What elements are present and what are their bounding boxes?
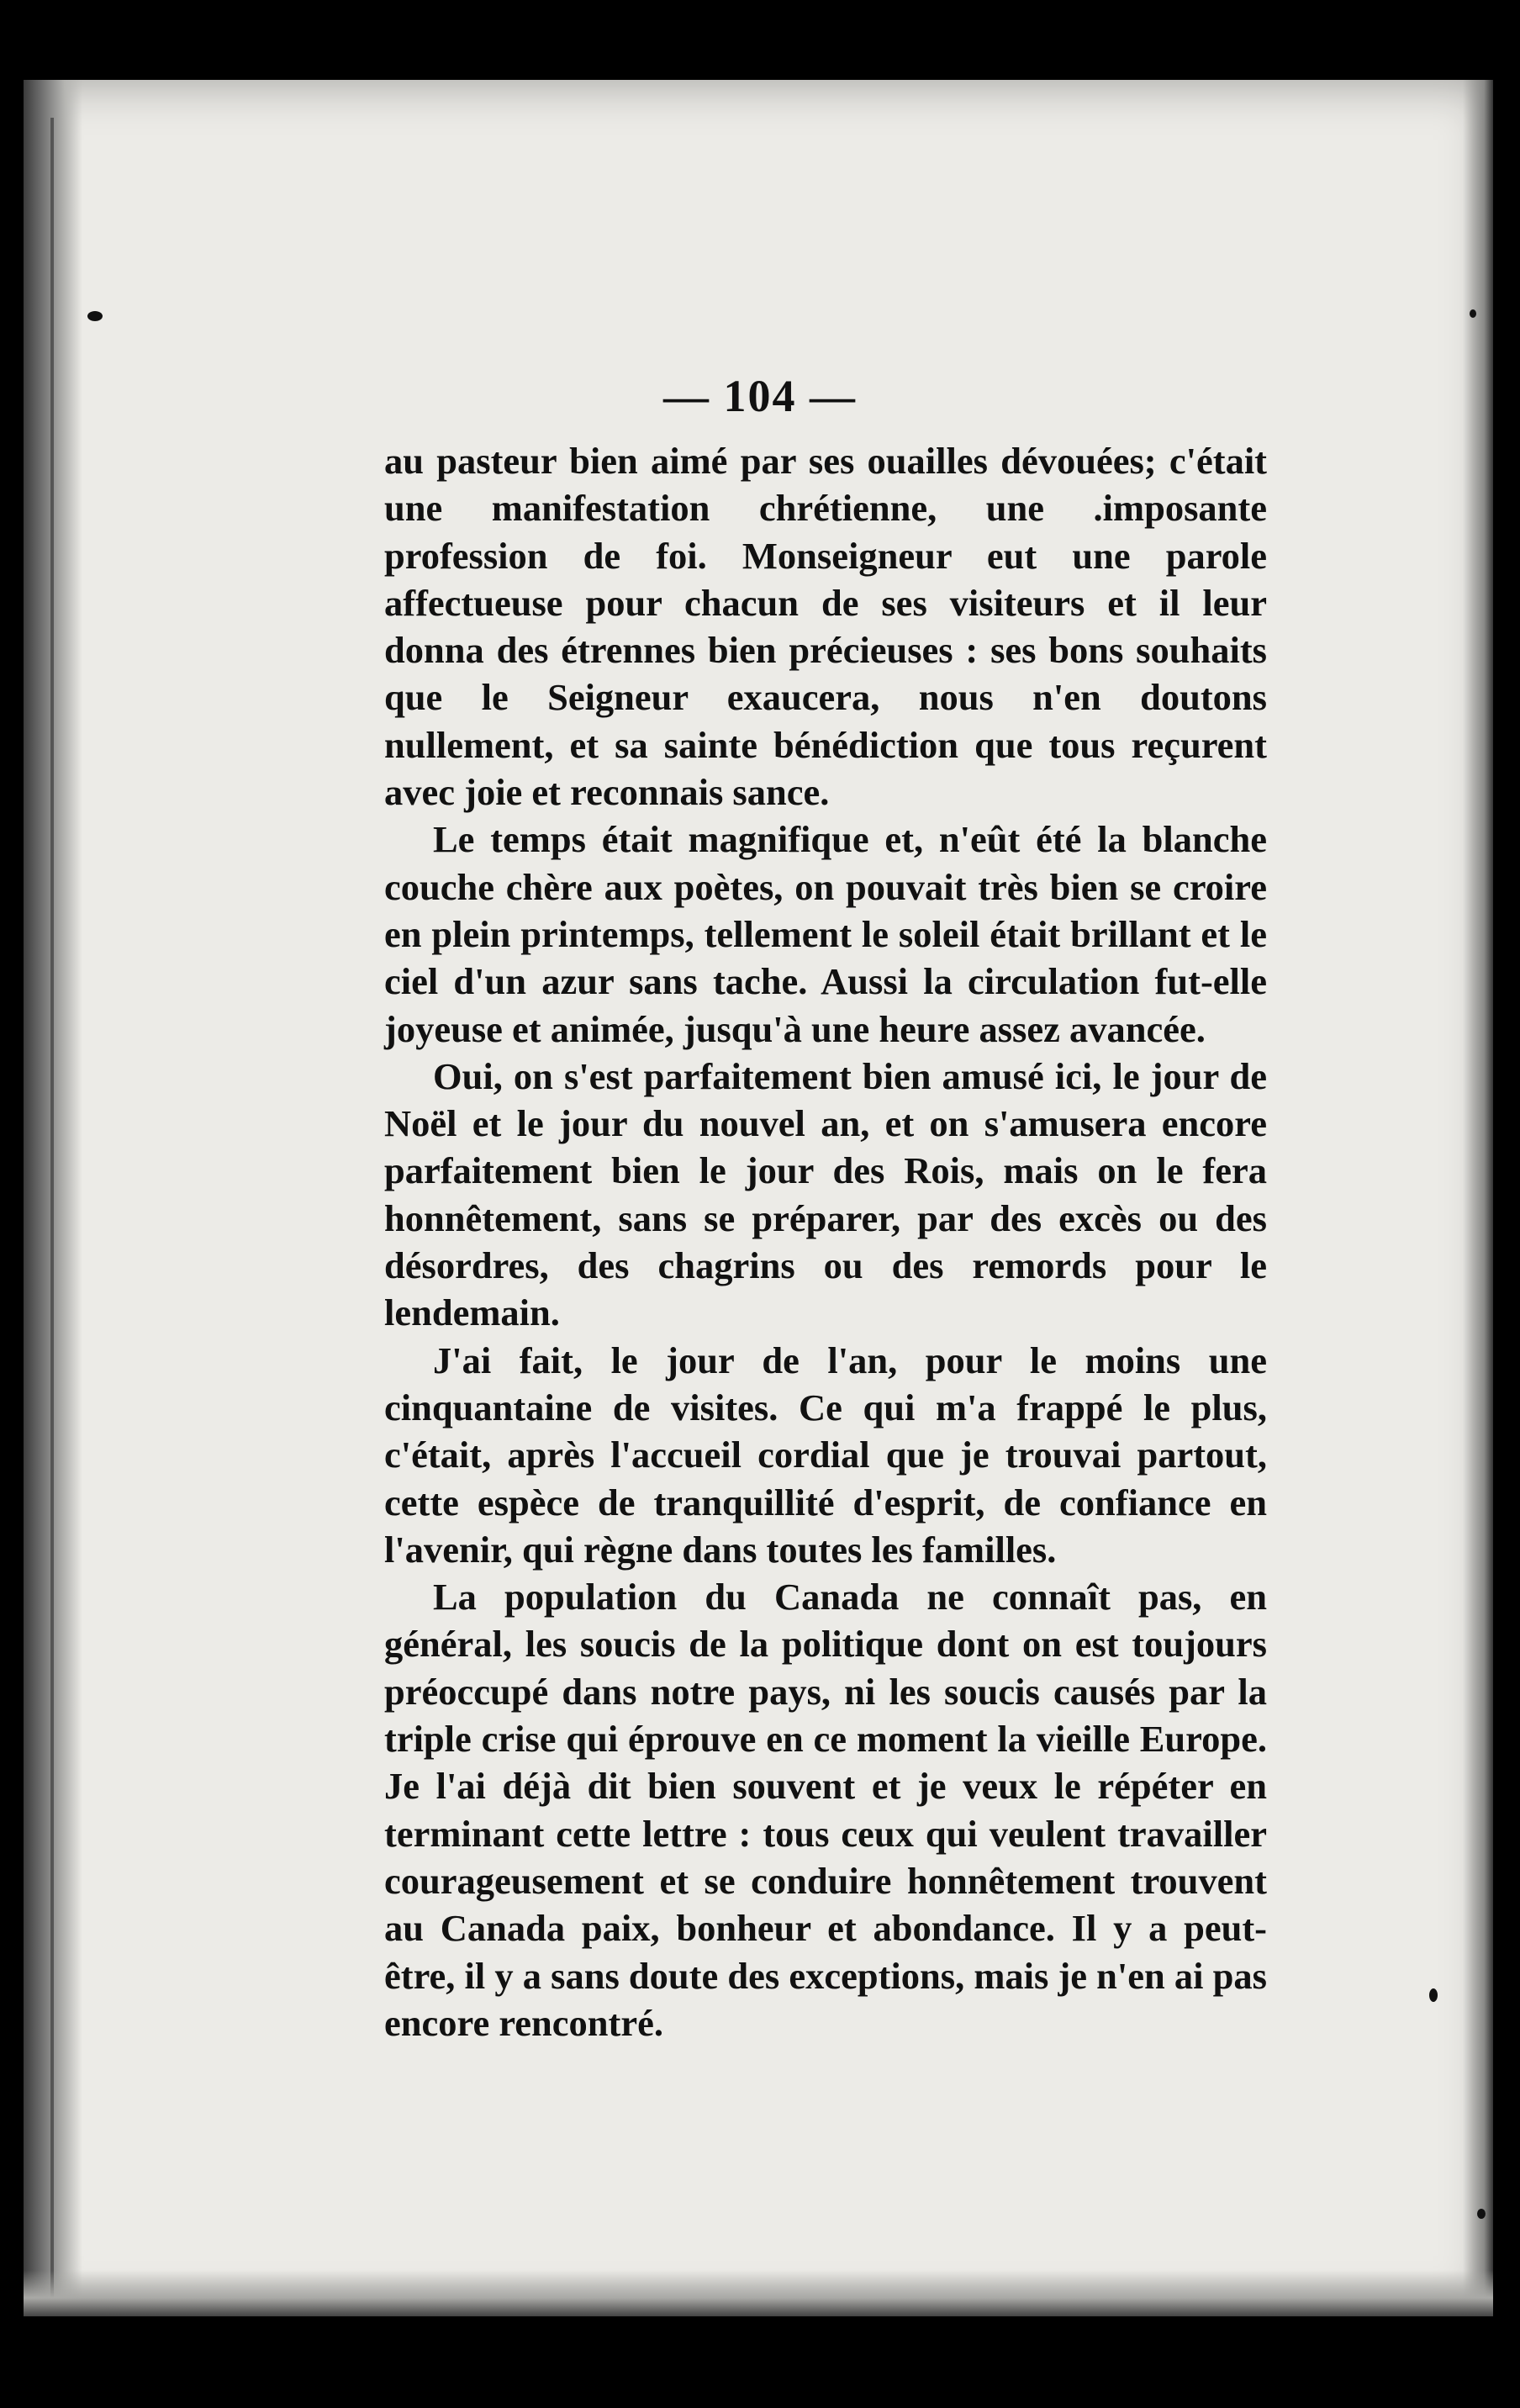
paragraph-2: Le temps était magnifique et, n'eût été la blanche couche chère aux poètes, on pouvait très bien se croire en plein printemps, tellement le soleil était brillant et le ciel d'un azur sans tache. Aussi la circulation fut-elle joyeuse et animée, jusqu'à une heure assez avancée. xyxy=(384,818,1267,1050)
page-bottom-edge xyxy=(24,2270,1493,2316)
ink-speck xyxy=(87,311,103,321)
paragraph-4: J'ai fait, le jour de l'an, pour le moins une cinquantaine de visites. Ce qui m'a frappé le plus, c'était, après l'accueil cordial que je trouvai partout, cette espèce de tranquillité d'esprit, de confiance en l'avenir, qui règne dans toutes les familles. xyxy=(384,1339,1267,1571)
paragraph-5: La population du Canada ne connaît pas, en général, les soucis de la politique dont on est toujours préoccupé dans notre pays, ni les soucis causés par la triple crise qui éprouve en ce moment la vieille Europe. Je l'ai déjà dit bien souvent et je veux le répéter en terminant cette lettre : tous ceux qui veulent travailler courageusement et se conduire honnêtement trouvent au Canada paix, bonheur et abondance. Il y a peut-être, il y a sans doute des exceptions, mais je n'en ai pas encore rencontré. xyxy=(384,1576,1267,2044)
paragraph-3: Oui, on s'est parfaitement bien amusé ici, le jour de Noël et le jour du nouvel an, et on s'amusera encore parfaitement bien le jour des Rois, mais on le fera honnêtement, sans se préparer, par des excès ou des désordres, des chagrins ou des remords pour le lendemain. xyxy=(384,1054,1267,1334)
paragraph-1: au pasteur bien aimé par ses ouailles dévouées; c'était une manifestation chrétienne, une .imposante profession de foi. Monseigneur eut une parole affectueuse pour chacun de ses visiteurs et il leur donna des étrennes bien précieuses : ses bons souhaits que le Seigneur exaucera, nous n'en doutons nullement, et sa sainte bénédiction que tous reçurent avec joie et reconnais sance. xyxy=(384,440,1267,814)
ink-speck xyxy=(1470,309,1476,318)
ink-speck xyxy=(1429,1988,1438,2002)
page-number: — 104 — xyxy=(663,371,857,421)
body-text xyxy=(384,437,1267,2046)
ink-speck xyxy=(1477,2209,1486,2219)
binding-shadow-line xyxy=(50,118,54,2304)
